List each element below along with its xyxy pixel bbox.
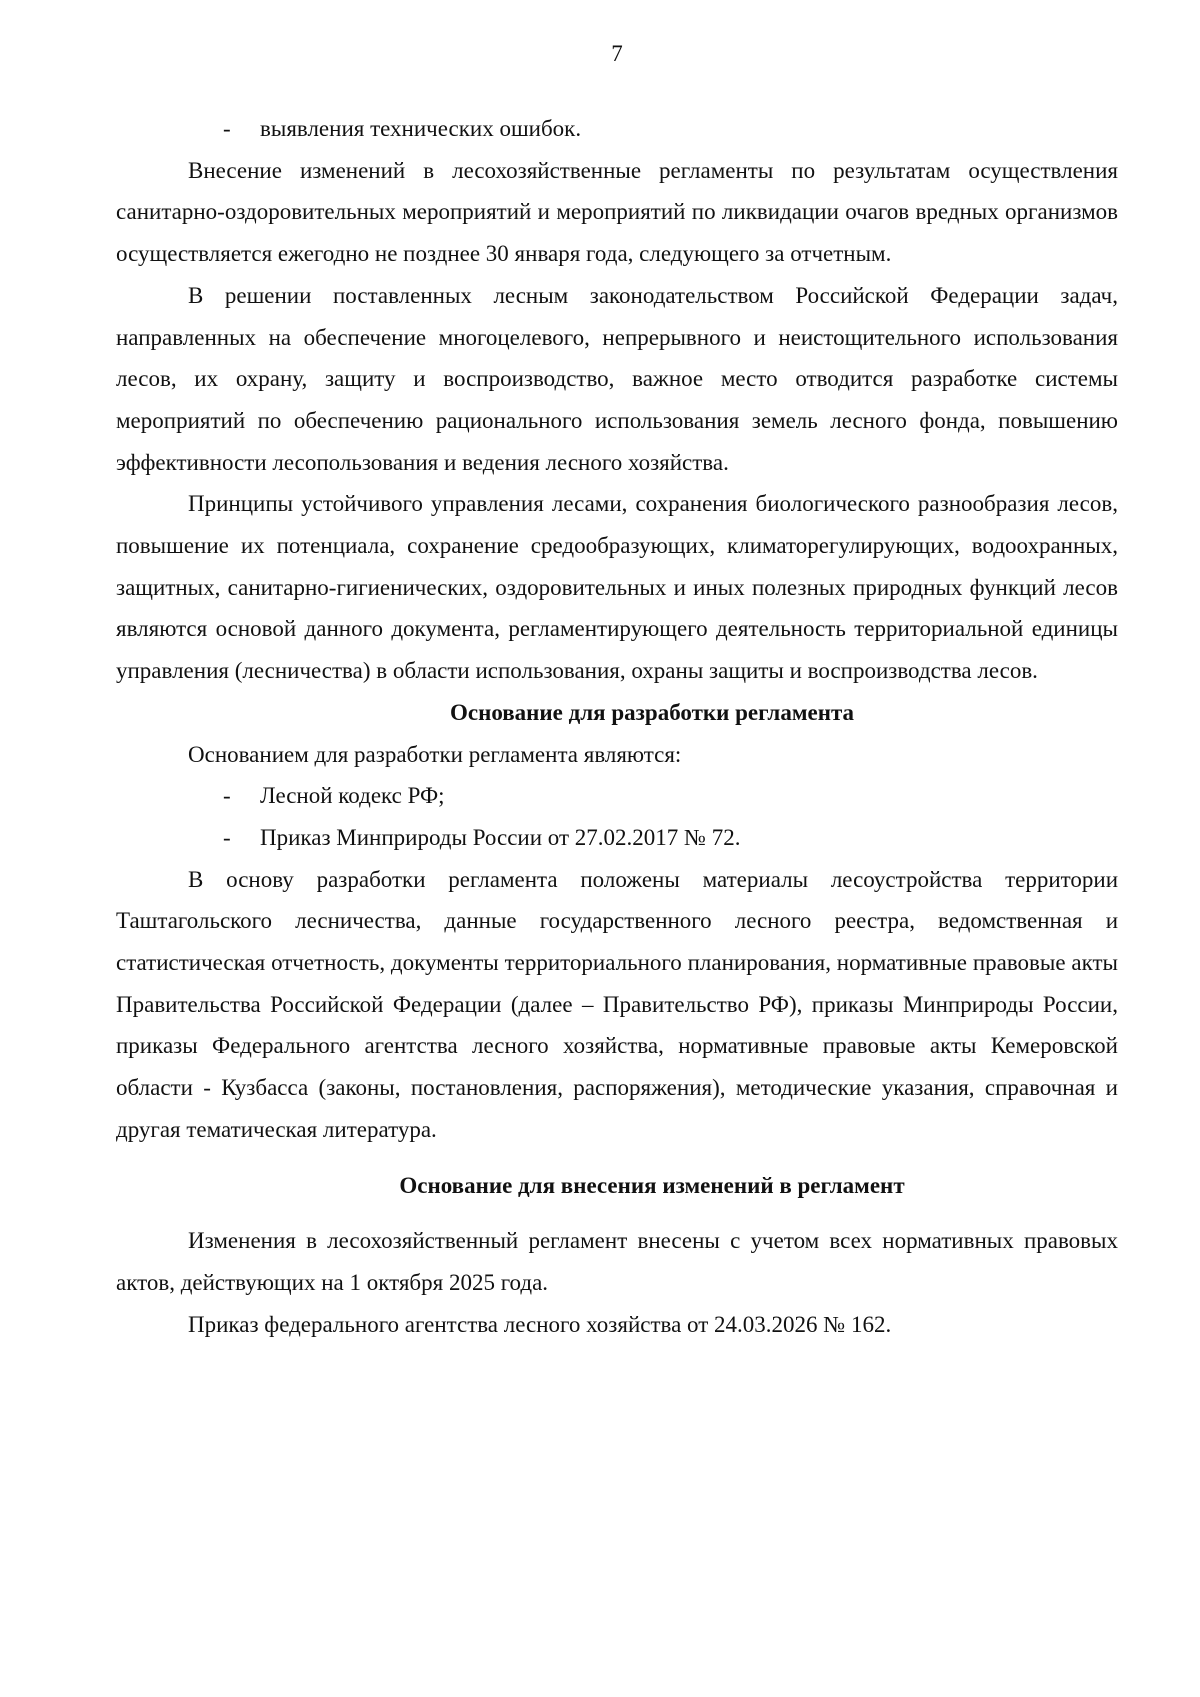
section-heading: Основание для разработки регламента	[449, 699, 855, 725]
list-item-text: Приказ Минприроды России от 27.02.2017 № 72.	[260, 824, 741, 850]
list-item	[116, 817, 1118, 859]
paragraph: В основу разработки регламента положены материалы лесоустройства территории Таштагольского лесничества, данные государственного лесного реестра, ведомственная и статистическая отчетность, документы территориального планирования, нормативные правовые акты Правительства Российской Федерации (далее – Правительство РФ), приказы Минприроды России, приказы Федерального агентства лесного хозяйства, нормативные правовые акты Кемеровской области - Кузбасса (законы, постановления, распоряжения), методические указания, справочная и другая тематическая литература.	[116, 866, 1118, 1142]
paragraph: Изменения в лесохозяйственный регламент внесены с учетом всех нормативных правовых актов, действующих на 1 октября 2025 года.	[116, 1228, 1118, 1295]
paragraph: Внесение изменений в лесохозяйственные регламенты по результатам осуществления санитарно-оздоровительных мероприятий и мероприятий по ликвидации очагов вредных организмов осуществляется ежегодно не позднее 30 января года, следующего за отчетным.	[116, 157, 1118, 267]
page-number: 7	[611, 41, 623, 66]
paragraph: Основанием для разработки регламента являются:	[188, 741, 682, 767]
paragraph: Принципы устойчивого управления лесами, сохранения биологического разнообразия лесов, повышение их потенциала, сохранение средообразующих, климаторегулирующих, водоохранных, защитных, санитарно-гигиенических, оздоровительных и иных полезных природных функций лесов являются основой данного документа, регламентирующего деятельность территориальной единицы управления (лесничества) в области использования, охраны защиты и воспроизводства лесов.	[116, 491, 1118, 684]
paragraph: Приказ федерального агентства лесного хозяйства от 24.03.2026 № 162.	[188, 1311, 892, 1337]
section-heading: Основание для внесения изменений в регламент	[399, 1172, 905, 1198]
paragraph: В решении поставленных лесным законодательством Российской Федерации задач, направленных на обеспечение многоцелевого, непрерывного и неистощительного использования лесов, их охрану, защиту и воспроизводство, важное место отводится разработке системы мероприятий по обеспечению рационального использования земель лесного фонда, повышению эффективности лесопользования и ведения лесного хозяйства.	[116, 282, 1118, 475]
bullet-dash: -	[223, 116, 231, 141]
list-item	[116, 775, 1118, 817]
document-body	[116, 108, 1118, 1345]
bullet-dash: -	[223, 783, 231, 809]
bullet-dash: -	[223, 824, 231, 850]
list-item	[116, 108, 1118, 150]
list-item-text: выявления технических ошибок.	[260, 116, 582, 141]
list-item-text: Лесной кодекс РФ;	[260, 783, 445, 809]
